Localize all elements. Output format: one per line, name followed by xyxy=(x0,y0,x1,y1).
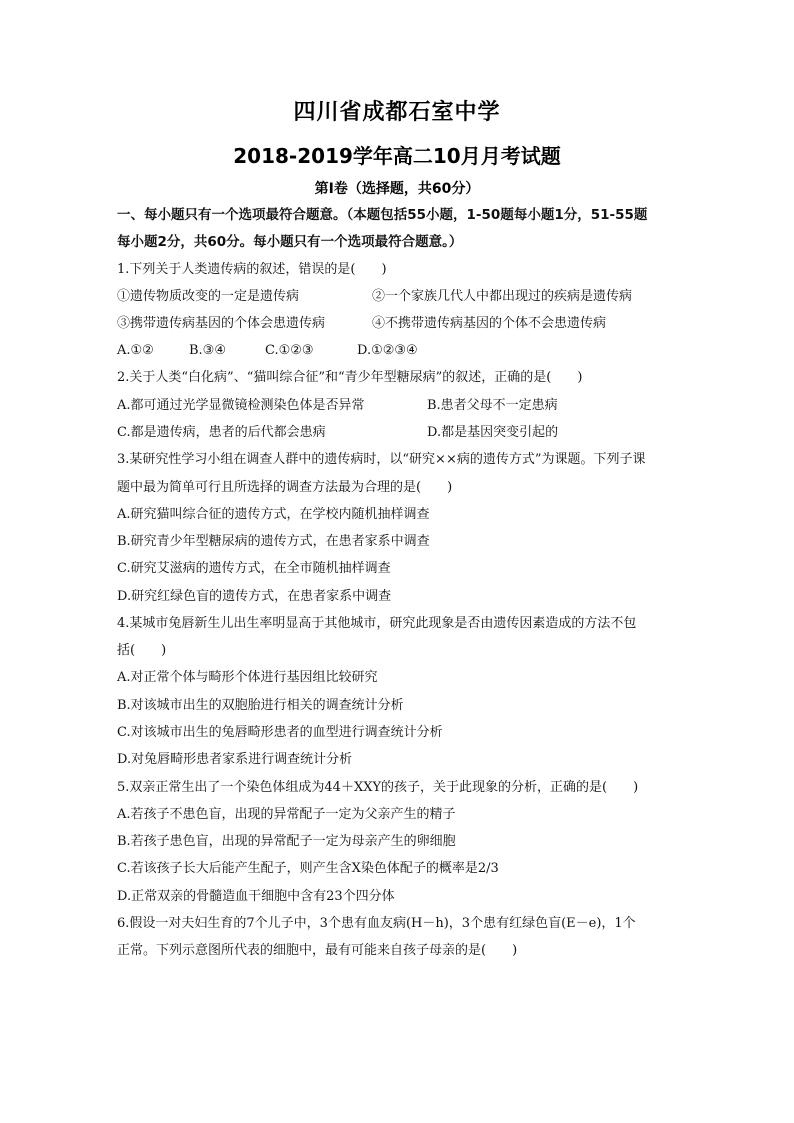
question-3-choice-a: A.研究猫叫综合征的遗传方式，在学校内随机抽样调查 xyxy=(117,507,430,522)
choice-a: A.①② xyxy=(117,343,154,358)
school-title: 四川省成都石室中学 xyxy=(293,100,501,125)
question-5-choice-b: B.若孩子患色盲，出现的异常配子一定为母亲产生的卵细胞 xyxy=(117,834,456,849)
question-4-choice-a: A.对正常个体与畸形个体进行基因组比较研究 xyxy=(117,670,378,685)
choice-d: D.①②③④ xyxy=(357,343,418,358)
statement-4: ④不携带遗传病基因的个体不会患遗传病 xyxy=(372,316,607,331)
exam-title: 2018-2019学年高二10月月考试题 xyxy=(233,144,561,168)
question-6-stem: 正常。下列示意图所代表的细胞中，最有可能来自孩子母亲的是( ) xyxy=(117,943,518,958)
statement-2: ②一个家族几代人中都出现过的疾病是遗传病 xyxy=(372,289,633,304)
question-3-stem: 3.某研究性学习小组在调查人群中的遗传病时，以“研究××病的遗传方式”为课题。下列子课 xyxy=(117,452,646,467)
question-5-stem: 5.双亲正常生出了一个染色体组成为44＋XXY的孩子，关于此现象的分析，正确的是( ) xyxy=(117,780,639,795)
question-5-choice-d: D.正常双亲的骨髓造血干细胞中含有23个四分体 xyxy=(117,889,395,904)
choice-d: D.都是基因突变引起的 xyxy=(427,425,559,440)
question-4-choice-d: D.对兔唇畸形患者家系进行调查统计分析 xyxy=(117,752,353,767)
question-4-stem: 括( ) xyxy=(117,643,167,658)
section-title: 第Ⅰ卷（选择题，共60分） xyxy=(314,181,480,197)
question-3-stem: 题中最为简单可行且所选择的调查方法最为合理的是( ) xyxy=(117,480,453,495)
question-3-choice-c: C.研究艾滋病的遗传方式，在全市随机抽样调查 xyxy=(117,561,391,576)
question-5-choice-a: A.若孩子不患色盲，出现的异常配子一定为父亲产生的精子 xyxy=(117,807,456,822)
question-4-choice-c: C.对该城市出生的兔唇畸形患者的血型进行调查统计分析 xyxy=(117,725,443,740)
choice-b: B.患者父母不一定患病 xyxy=(427,398,558,413)
question-5-choice-c: C.若该孩子长大后能产生配子，则产生含X染色体配子的概率是2/3 xyxy=(117,861,499,876)
choice-c: C.①②③ xyxy=(265,343,314,358)
question-3-choice-b: B.研究青少年型糖尿病的遗传方式，在患者家系中调查 xyxy=(117,534,430,549)
choice-a: A.都可通过光学显微镜检测染色体是否异常 xyxy=(117,398,365,413)
question-1-stem: 1.下列关于人类遗传病的叙述，错误的是( ) xyxy=(117,262,387,277)
question-6-stem: 6.假设一对夫妇生育的7个儿子中，3个患有血友病(H－h)，3个患有红绿色盲(E－e)，1个 xyxy=(117,916,636,931)
question-4-stem: 4.某城市兔唇新生儿出生率明显高于其他城市，研究此现象是否由遗传因素造成的方法不包 xyxy=(117,616,637,631)
question-3-choice-d: D.研究红绿色盲的遗传方式，在患者家系中调查 xyxy=(117,589,392,604)
choice-b: B.③④ xyxy=(189,343,226,358)
question-2-stem: 2.关于人类“白化病”、“猫叫综合征”和“青少年型糖尿病”的叙述，正确的是( ) xyxy=(117,370,583,385)
choice-c: C.都是遗传病，患者的后代都会患病 xyxy=(117,425,326,440)
instructions-line-2: 每小题2分，共60分。每小题只有一个选项最符合题意。） xyxy=(117,234,463,250)
instructions-line-1: 一、每小题只有一个选项最符合题意。（本题包括55小题，1-50题每小题1分，51-55题 xyxy=(117,207,648,223)
question-4-choice-b: B.对该城市出生的双胞胎进行相关的调查统计分析 xyxy=(117,698,404,713)
statement-3: ③携带遗传病基因的个体会患遗传病 xyxy=(117,316,326,331)
statement-1: ①遗传物质改变的一定是遗传病 xyxy=(117,289,300,304)
